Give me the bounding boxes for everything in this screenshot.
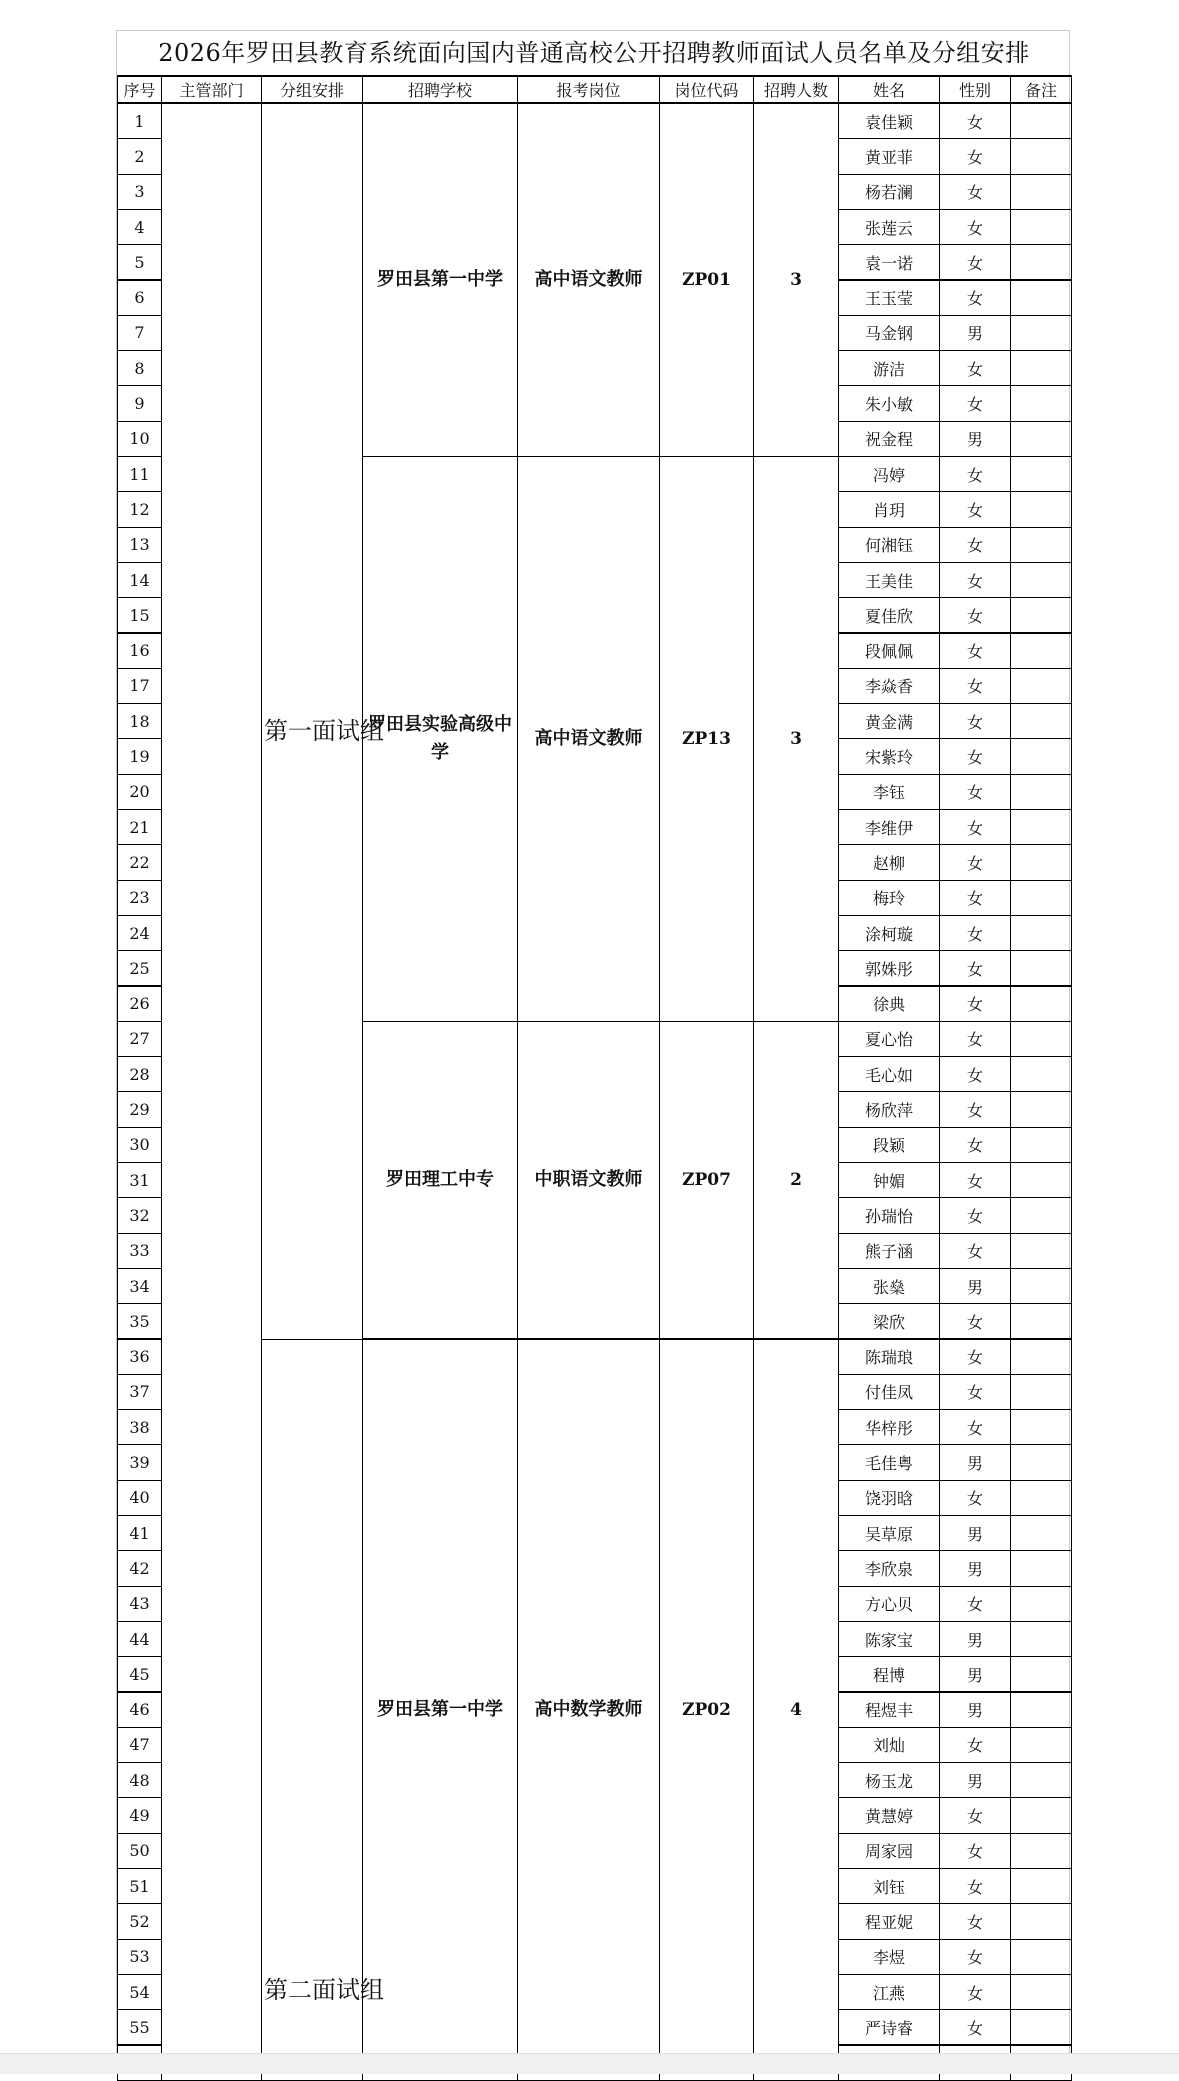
candidate-name: 熊子涵	[838, 1233, 940, 1269]
remark-cell	[1010, 668, 1072, 704]
remark-cell	[1010, 1797, 1072, 1833]
candidate-name: 段佩佩	[838, 633, 940, 669]
candidate-gender: 女	[939, 1727, 1011, 1763]
row-index: 28	[117, 1056, 162, 1092]
remark-cell	[1010, 1833, 1072, 1869]
candidate-name: 方心贝	[838, 1586, 940, 1622]
row-index: 10	[117, 421, 162, 457]
candidate-name: 程亚妮	[838, 1903, 940, 1939]
candidate-gender: 女	[939, 1233, 1011, 1269]
row-index: 29	[117, 1091, 162, 1127]
remark-cell	[1010, 1233, 1072, 1269]
remark-cell	[1010, 738, 1072, 774]
row-index: 5	[117, 244, 162, 280]
candidate-name: 袁一诺	[838, 244, 940, 280]
remark-cell	[1010, 1515, 1072, 1551]
candidate-name: 黄亚菲	[838, 138, 940, 174]
candidate-name: 刘灿	[838, 1727, 940, 1763]
row-index: 12	[117, 491, 162, 527]
row-index: 42	[117, 1550, 162, 1586]
group-label: 第二面试组	[264, 1975, 384, 2004]
candidate-gender: 女	[939, 456, 1011, 492]
candidate-name: 李欣泉	[838, 1550, 940, 1586]
row-index: 40	[117, 1480, 162, 1516]
candidate-name: 夏佳欣	[838, 597, 940, 633]
remark-cell	[1010, 844, 1072, 880]
row-index: 55	[117, 2009, 162, 2045]
remark-cell	[1010, 1727, 1072, 1763]
remark-cell	[1010, 1621, 1072, 1657]
candidate-name: 赵柳	[838, 844, 940, 880]
row-index: 36	[117, 1339, 162, 1375]
candidate-gender: 女	[939, 809, 1011, 845]
header-remark: 备注	[1010, 75, 1072, 104]
post-cell: 高中语文教师	[517, 103, 660, 457]
candidate-name: 刘钰	[838, 1868, 940, 1904]
remark-cell	[1010, 1127, 1072, 1163]
candidate-gender: 女	[939, 915, 1011, 951]
hire-count-cell: 4	[753, 1339, 839, 2081]
row-index: 41	[117, 1515, 162, 1551]
remark-cell	[1010, 209, 1072, 245]
header-count: 招聘人数	[753, 75, 839, 104]
remark-cell	[1010, 138, 1072, 174]
row-index: 17	[117, 668, 162, 704]
row-index: 32	[117, 1197, 162, 1233]
candidate-name: 游洁	[838, 350, 940, 386]
candidate-name: 王玉莹	[838, 280, 940, 316]
header-department: 主管部门	[161, 75, 262, 104]
candidate-name: 李维伊	[838, 809, 940, 845]
group-label: 第一面试组	[264, 717, 384, 746]
row-index: 35	[117, 1303, 162, 1339]
row-index: 52	[117, 1903, 162, 1939]
remark-cell	[1010, 527, 1072, 563]
row-index: 53	[117, 1939, 162, 1975]
candidate-name: 肖玥	[838, 491, 940, 527]
row-index: 8	[117, 350, 162, 386]
row-index: 49	[117, 1797, 162, 1833]
row-index: 47	[117, 1727, 162, 1763]
candidate-name: 袁佳颖	[838, 103, 940, 139]
candidate-name: 饶羽晗	[838, 1480, 940, 1516]
row-index: 30	[117, 1127, 162, 1163]
post-code-cell: ZP07	[659, 1021, 754, 1340]
remark-cell	[1010, 1091, 1072, 1127]
candidate-name: 何湘钰	[838, 527, 940, 563]
candidate-gender: 女	[939, 280, 1011, 316]
candidate-gender: 女	[939, 1056, 1011, 1092]
candidate-gender: 女	[939, 2009, 1011, 2045]
row-index: 16	[117, 633, 162, 669]
remark-cell	[1010, 1480, 1072, 1516]
remark-cell	[1010, 633, 1072, 669]
row-index: 18	[117, 703, 162, 739]
candidate-name: 钟媚	[838, 1162, 940, 1198]
post-cell: 中职语文教师	[517, 1021, 660, 1340]
row-index: 34	[117, 1268, 162, 1304]
row-index: 39	[117, 1444, 162, 1480]
candidate-name: 黄慧婷	[838, 1797, 940, 1833]
candidate-gender: 女	[939, 1197, 1011, 1233]
remark-cell	[1010, 1586, 1072, 1622]
header-school: 招聘学校	[362, 75, 518, 104]
remark-cell	[1010, 1656, 1072, 1692]
remark-cell	[1010, 421, 1072, 457]
header-index: 序号	[117, 75, 162, 104]
candidate-name: 陈瑞琅	[838, 1339, 940, 1375]
candidate-gender: 女	[939, 986, 1011, 1022]
candidate-gender: 女	[939, 1339, 1011, 1375]
candidate-gender: 女	[939, 138, 1011, 174]
candidate-name: 马金钢	[838, 315, 940, 351]
remark-cell	[1010, 1692, 1072, 1728]
row-index: 21	[117, 809, 162, 845]
candidate-name: 张燊	[838, 1268, 940, 1304]
row-index: 6	[117, 280, 162, 316]
candidate-name: 冯婷	[838, 456, 940, 492]
candidate-name: 郭姝彤	[838, 950, 940, 986]
remark-cell	[1010, 774, 1072, 810]
candidate-gender: 女	[939, 209, 1011, 245]
candidate-gender: 女	[939, 668, 1011, 704]
row-index: 37	[117, 1374, 162, 1410]
remark-cell	[1010, 1268, 1072, 1304]
row-index: 9	[117, 385, 162, 421]
candidate-name: 程煜丰	[838, 1692, 940, 1728]
candidate-gender: 女	[939, 633, 1011, 669]
document-title: 2026年罗田县教育系统面向国内普通高校公开招聘教师面试人员名单及分组安排	[158, 39, 1030, 67]
remark-cell	[1010, 597, 1072, 633]
row-index: 2	[117, 138, 162, 174]
row-index: 23	[117, 880, 162, 916]
header-post: 报考岗位	[517, 75, 660, 104]
row-index: 7	[117, 315, 162, 351]
candidate-gender: 女	[939, 844, 1011, 880]
remark-cell	[1010, 1939, 1072, 1975]
candidate-gender: 女	[939, 1797, 1011, 1833]
row-index: 26	[117, 986, 162, 1022]
remark-cell	[1010, 491, 1072, 527]
row-index: 19	[117, 738, 162, 774]
remark-cell	[1010, 915, 1072, 951]
school-cell: 罗田县实验高级中学	[362, 456, 518, 1022]
candidate-name: 李煜	[838, 1939, 940, 1975]
remark-cell	[1010, 350, 1072, 386]
row-index: 54	[117, 1974, 162, 2010]
candidate-gender: 女	[939, 1974, 1011, 2010]
candidate-name: 杨若澜	[838, 174, 940, 210]
candidate-gender: 女	[939, 385, 1011, 421]
remark-cell	[1010, 1762, 1072, 1798]
row-index: 51	[117, 1868, 162, 1904]
candidate-gender: 男	[939, 421, 1011, 457]
row-index: 14	[117, 562, 162, 598]
candidate-gender: 女	[939, 774, 1011, 810]
candidate-gender: 女	[939, 1586, 1011, 1622]
candidate-name: 黄金满	[838, 703, 940, 739]
candidate-name: 付佳凤	[838, 1374, 940, 1410]
row-index: 33	[117, 1233, 162, 1269]
row-index: 13	[117, 527, 162, 563]
candidate-gender: 男	[939, 1515, 1011, 1551]
candidate-gender: 女	[939, 597, 1011, 633]
remark-cell	[1010, 1868, 1072, 1904]
hire-count-cell: 3	[753, 103, 839, 457]
candidate-gender: 女	[939, 703, 1011, 739]
candidate-name: 李钰	[838, 774, 940, 810]
remark-cell	[1010, 562, 1072, 598]
school-cell: 罗田理工中专	[362, 1021, 518, 1340]
header-group: 分组安排	[261, 75, 363, 104]
remark-cell	[1010, 1021, 1072, 1057]
remark-cell	[1010, 986, 1072, 1022]
candidate-gender: 女	[939, 1409, 1011, 1445]
candidate-name: 祝金程	[838, 421, 940, 457]
remark-cell	[1010, 1339, 1072, 1375]
post-code-cell: ZP13	[659, 456, 754, 1022]
candidate-name: 吴草原	[838, 1515, 940, 1551]
candidate-name: 杨欣萍	[838, 1091, 940, 1127]
candidate-name: 毛心如	[838, 1056, 940, 1092]
post-code-cell: ZP02	[659, 1339, 754, 2081]
remark-cell	[1010, 1056, 1072, 1092]
row-index: 27	[117, 1021, 162, 1057]
hire-count-cell: 2	[753, 1021, 839, 1340]
row-index: 25	[117, 950, 162, 986]
remark-cell	[1010, 174, 1072, 210]
candidate-name: 杨玉龙	[838, 1762, 940, 1798]
candidate-gender: 女	[939, 244, 1011, 280]
candidate-gender: 男	[939, 1762, 1011, 1798]
row-index: 31	[117, 1162, 162, 1198]
candidate-gender: 女	[939, 1162, 1011, 1198]
remark-cell	[1010, 1197, 1072, 1233]
remark-cell	[1010, 1374, 1072, 1410]
candidate-gender: 女	[939, 1480, 1011, 1516]
post-cell: 高中语文教师	[517, 456, 660, 1022]
candidate-gender: 女	[939, 1903, 1011, 1939]
candidate-gender: 女	[939, 562, 1011, 598]
remark-cell	[1010, 1903, 1072, 1939]
post-code-cell: ZP01	[659, 103, 754, 457]
candidate-name: 张莲云	[838, 209, 940, 245]
row-index: 11	[117, 456, 162, 492]
row-index: 20	[117, 774, 162, 810]
header-code: 岗位代码	[659, 75, 754, 104]
row-index: 46	[117, 1692, 162, 1728]
candidate-name: 朱小敏	[838, 385, 940, 421]
remark-cell	[1010, 1444, 1072, 1480]
candidate-name: 毛佳粤	[838, 1444, 940, 1480]
candidate-gender: 女	[939, 1091, 1011, 1127]
candidate-gender: 女	[939, 491, 1011, 527]
remark-cell	[1010, 385, 1072, 421]
hire-count-cell: 3	[753, 456, 839, 1022]
candidate-name: 宋紫玲	[838, 738, 940, 774]
remark-cell	[1010, 1303, 1072, 1339]
candidate-name: 周家园	[838, 1833, 940, 1869]
row-index: 48	[117, 1762, 162, 1798]
row-index: 45	[117, 1656, 162, 1692]
row-index: 43	[117, 1586, 162, 1622]
remark-cell	[1010, 809, 1072, 845]
row-index: 44	[117, 1621, 162, 1657]
post-cell: 高中数学教师	[517, 1339, 660, 2081]
row-index: 1	[117, 103, 162, 139]
remark-cell	[1010, 1162, 1072, 1198]
bottom-scroll-bar[interactable]	[0, 2053, 1179, 2074]
row-index: 50	[117, 1833, 162, 1869]
row-index: 24	[117, 915, 162, 951]
candidate-gender: 女	[939, 174, 1011, 210]
row-index: 22	[117, 844, 162, 880]
candidate-gender: 女	[939, 1868, 1011, 1904]
candidate-gender: 女	[939, 350, 1011, 386]
candidate-gender: 女	[939, 1021, 1011, 1057]
candidate-gender: 男	[939, 315, 1011, 351]
candidate-name: 程博	[838, 1656, 940, 1692]
remark-cell	[1010, 280, 1072, 316]
candidate-gender: 女	[939, 738, 1011, 774]
remark-cell	[1010, 703, 1072, 739]
candidate-name: 梅玲	[838, 880, 940, 916]
candidate-gender: 男	[939, 1692, 1011, 1728]
candidate-name: 陈家宝	[838, 1621, 940, 1657]
remark-cell	[1010, 103, 1072, 139]
remark-cell	[1010, 950, 1072, 986]
row-index: 4	[117, 209, 162, 245]
candidate-gender: 女	[939, 1833, 1011, 1869]
remark-cell	[1010, 456, 1072, 492]
candidate-gender: 女	[939, 1303, 1011, 1339]
school-cell: 罗田县第一中学	[362, 1339, 518, 2081]
department-cell	[161, 103, 262, 2081]
remark-cell	[1010, 1409, 1072, 1445]
header-name: 姓名	[838, 75, 940, 104]
candidate-gender: 女	[939, 527, 1011, 563]
candidate-name: 王美佳	[838, 562, 940, 598]
candidate-gender: 男	[939, 1656, 1011, 1692]
remark-cell	[1010, 1974, 1072, 2010]
candidate-name: 严诗睿	[838, 2009, 940, 2045]
candidate-name: 涂柯璇	[838, 915, 940, 951]
candidate-gender: 男	[939, 1268, 1011, 1304]
candidate-gender: 女	[939, 1939, 1011, 1975]
candidate-gender: 女	[939, 1127, 1011, 1163]
candidate-name: 孙瑞怡	[838, 1197, 940, 1233]
candidate-name: 段颖	[838, 1127, 940, 1163]
remark-cell	[1010, 2009, 1072, 2045]
row-index: 3	[117, 174, 162, 210]
header-gender: 性别	[939, 75, 1011, 104]
candidate-name: 江燕	[838, 1974, 940, 2010]
remark-cell	[1010, 244, 1072, 280]
candidate-gender: 女	[939, 950, 1011, 986]
remark-cell	[1010, 880, 1072, 916]
candidate-name: 李焱香	[838, 668, 940, 704]
candidate-gender: 男	[939, 1550, 1011, 1586]
candidate-gender: 女	[939, 1374, 1011, 1410]
document-page	[116, 30, 1070, 2060]
candidate-name: 华梓彤	[838, 1409, 940, 1445]
candidate-gender: 男	[939, 1444, 1011, 1480]
candidate-name: 梁欣	[838, 1303, 940, 1339]
candidate-gender: 女	[939, 880, 1011, 916]
remark-cell	[1010, 1550, 1072, 1586]
candidate-name: 夏心怡	[838, 1021, 940, 1057]
row-index: 15	[117, 597, 162, 633]
candidate-gender: 女	[939, 103, 1011, 139]
row-index: 38	[117, 1409, 162, 1445]
school-cell: 罗田县第一中学	[362, 103, 518, 457]
candidate-gender: 男	[939, 1621, 1011, 1657]
remark-cell	[1010, 315, 1072, 351]
candidate-name: 徐典	[838, 986, 940, 1022]
